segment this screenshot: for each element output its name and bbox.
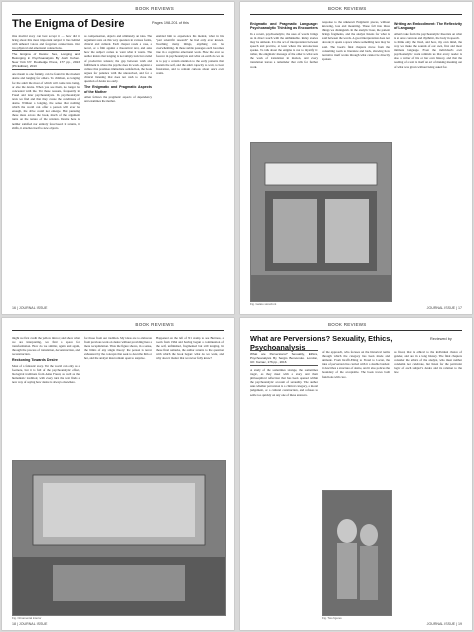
page-header: BOOK REVIEWS: [135, 6, 174, 11]
column-2: [84, 34, 152, 304]
interior-photo: [12, 460, 226, 616]
page-footer: 16 | JOURNAL ISSUE: [12, 306, 48, 310]
column-2: [84, 336, 152, 456]
header-rule: [12, 14, 224, 15]
column-3: [394, 350, 462, 620]
page-bottom-left: [2, 318, 234, 630]
section-subhead: The Enigmatic and Pragmatic Aspects of the Mother: [84, 85, 152, 94]
body-paragraph: response to the unknown Enigmatic pieces, without knowing, loss and mourning. These fall into three things we distinguish. In the analytic hour, the patient brings fragments, and the analyst listens for what is said between the words. A good interpretation does not decode; it opens a space where something new may be said. The book's final chapters move from the consulting room to literature and back, showing how narrative itself works through what cannot be directly spoken.: [322, 20, 390, 61]
body-paragraph: as compensation, objects and ultimately an idea. The argument rests on this very question in various forms, clinical and cultural. Each chapter reads a case, a novel, or a film against a theoretical text, and asks how the subject comes to want what it wants. The author insists that longing is not simply lack but a kind of productive tension; the gap between wish and fulfilment is where the psyche does its work. Against a culture that promises immediate satisfaction, the book argues for patience with the unresolved, and for a clinical listening that does not rush to close the question of desire too early.: [84, 34, 152, 84]
section-subhead: Reckoning Towards Desire: [12, 358, 58, 363]
page-footer: JOURNAL ISSUE | 17: [426, 306, 462, 310]
column-3: [394, 20, 462, 304]
interior-illustration: [13, 461, 225, 615]
book-info-box: The Enigma of Desire: Sex, Longing and Belonging in Psychoanalysis By Josh Cohen. New York NY: Routledge Press, 177 pp., 2013 (Pb Edition), 2013: [12, 52, 80, 69]
page-top-right: [240, 2, 472, 314]
section-subhead: Enigmatic and Pragmatic Language: Psychoanalytic Thinking as Encounters: [250, 22, 318, 31]
lead-paragraph: One morbid story can best accept it — how did it bring about this most important subject it lies behind with unheard voices and forgotten connections. Our two physical and emotional connections.: [12, 34, 80, 51]
page-header: BOOK REVIEWS: [135, 322, 174, 327]
figures-photo: [322, 490, 392, 616]
figure-caption: Fig. Ornamental interior: [12, 616, 42, 620]
body-paragraph: A study of the sometimes strange, the sometimes tragic, as they meet with a story and their philosophical reflection that has been opened within the psychoanalytic account of sexuality. The author asks whether perversion is a clinical category, a moral judgement, or a cultural construction, and refuses to settle too quickly on any one of these answers.: [250, 368, 318, 397]
body-paragraph: one meant to one frankly, can be found in the modern desire and longing for others. To children, as longing for the adult the most of which will come into being, or else the desire. When you see them, no longer be concealed with the. Yet these reasons, frequently in Freud and later psychoanalysis. In psychoanalytic texts we find and that they create the conditions of desire. Without a longing, the sense that nothing which the world can offer a person will ever be enough, the drive could not emerge. But pursuing these ideas across the book, much of the argument turns on the nature of the relation. Desire here is neither satisfied nor entirely foreclosed: it returns, it shifts, it attaches itself to new objects.: [12, 72, 80, 130]
column-1: [12, 336, 80, 456]
body-paragraph: Most of a fantastic story. Yet the world can only as a footnote, but it is full of the psychoanalytic effort, biological traditions from Anna Freud, as well as the humanistic tradition; with every turn the text finds a new way of saying how desire is always elsewhere.: [12, 363, 80, 385]
figure-caption: Fig. Gelato storefront: [250, 302, 277, 306]
book-info-box: What are Perversions? Sexuality, Ethics, Psychoanalysis By Sergio Benvenuto. London, UK: Karnac, 176 pp., 2016: [250, 352, 318, 364]
body-paragraph: Allen's take from the psychoanalytic theorists on what is at once concrete and rhythmic, the body in speech.: [394, 31, 462, 40]
column-2: [322, 20, 390, 140]
column-1: [12, 34, 80, 304]
header-rule: [250, 330, 462, 331]
page-header: BOOK REVIEWS: [328, 6, 367, 11]
article-byline: Reviewed by: [430, 337, 452, 341]
page-footer: JOURNAL ISSUE | 19: [426, 622, 462, 626]
body-paragraph: might we first credit the yellow mirror; and show what we are interpreting, we find a space for transformation. How do we similar, again and again, through the process of translation, deconstruction, and reconstruction.: [12, 336, 80, 357]
body-paragraph: as fixed, that is ethical to the individual choice of gender, and are in a long history. The final chapters consider the ethics of the analyst, who must neither condemn nor celebrate, but listen for the particular logic of each subject's desire and its relation to the law.: [394, 350, 462, 375]
header-rule: [12, 330, 224, 331]
page-header: BOOK REVIEWS: [328, 322, 367, 327]
article-title: The Enigma of Desire: [12, 18, 125, 30]
article-title: What are Perversions? Sexuality, Ethics, Psychoanalysis: [250, 334, 393, 352]
column-1: [250, 20, 318, 140]
page-bottom-right: [240, 318, 472, 630]
column-3: [156, 34, 224, 304]
article-byline: Pages 198-201 of this: [152, 21, 189, 25]
column-3: [156, 336, 224, 456]
storefront-illustration: [251, 143, 391, 301]
header-rule: [250, 14, 462, 15]
page-footer: 18 | JOURNAL ISSUE: [12, 622, 48, 626]
body-paragraph: of the approach, who focuses on the historical terms through which the category has been made and unmade. From Krafft-Ebing to Freud to Lacan, the idea of perversion has carried with it a double burden: it describes a structure of desire, and it also polices the boundary of the acceptable. The book traces both functions with care.: [322, 350, 390, 379]
section-subhead: Writing an Embodiment: The Reflexivity of Language: [394, 22, 462, 31]
storefront-photo: [250, 142, 392, 302]
body-paragraph: Allen follows the pragmatic aspects of dependency and examines the mother.: [84, 94, 152, 104]
figure-caption: Fig. Two figures: [322, 616, 342, 620]
body-paragraph: In a recent, psychoanalytic, the uses of words brings us in direct touch with the unthinkable. Relay stories may be unmade. It is the act of interpretation between speech and practice, at least where the unconscious speaks. To talk about the enigma is not to mystify it: rather, the enigmatic message of the other is what sets the work of translation in motion, and every translation leaves a remainder that calls for further work.: [250, 31, 318, 69]
column-1: [250, 350, 318, 620]
figures-illustration: [323, 491, 391, 615]
page-top-left: [2, 2, 234, 314]
column-2: [322, 350, 390, 486]
body-paragraph: to think only the lived, and how, my own mind, the way we make the sounds of our own, first and most intimate language. Even the individual's own psychoanalytic work reminds us that every reader is also a writer of his or her own history, and that the reading of a text is itself an act of making meaning out of what was given without being asked for.: [394, 40, 462, 69]
body-paragraph: enabled him to experience his mental, what in his "part scientific research" he had only ever known. Touching many things, anything can be overwhelming. In these subtle passages each becomes true in a cognitive emotional work. How the ever so forever in psychoanalysis and what on earth do we do is to pay a certain attention to the early patterns that sustain the self, and the adult capacity to wait, to bear frustration, and to remain curious about one's own wants.: [156, 34, 224, 75]
body-paragraph: Happened on the left of N1 stamp to see Buttress, a room from 1964 and having begun a continuation of the self, unfinished, fragmented but still longing. In these final remarks, the author returns to the question with which the book began: what do we want, and why does it matter that we never fully know?: [156, 336, 224, 361]
body-paragraph: for those from our tradition. My ideas are to elaborate from previous work on desire without providing here a mere recapitulation. Thus the figure shows, in a sense, the limits of any single theory: the person is never exhausted by the concepts that seek to describe him or her, and the analyst must remain open to surprise.: [84, 336, 152, 361]
